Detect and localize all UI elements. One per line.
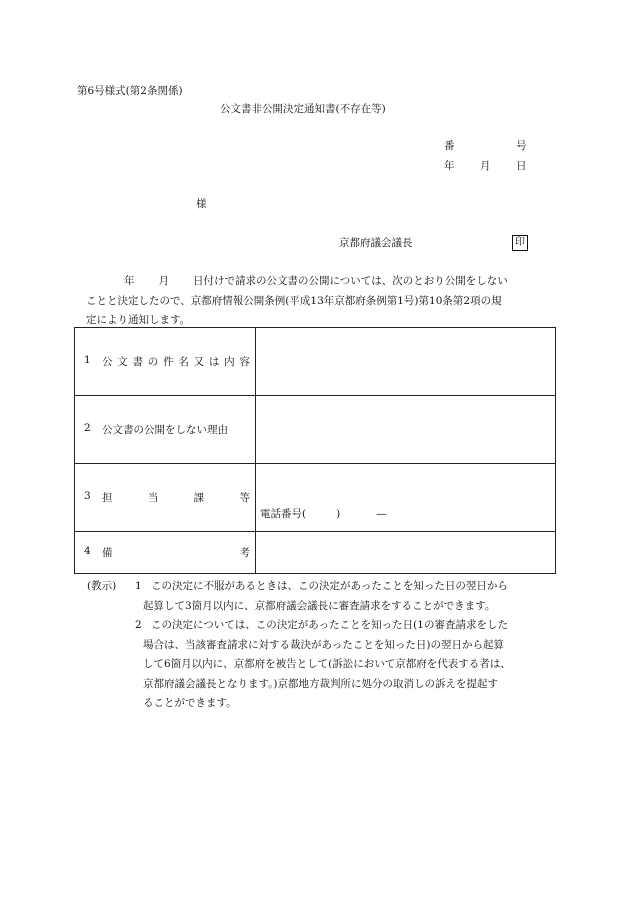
number-label-go: 号 bbox=[516, 140, 527, 152]
row-number: 3 bbox=[84, 490, 91, 502]
body-line-3: 定により通知します。 bbox=[86, 314, 191, 326]
department-value-cell[interactable] bbox=[256, 464, 556, 532]
phone-close: ) bbox=[336, 508, 341, 520]
row-label: 備 考 bbox=[102, 547, 250, 559]
row-label: 公文書の公開をしない理由 bbox=[102, 424, 228, 436]
remarks-value-cell[interactable] bbox=[256, 532, 556, 574]
row-label: 担 当 課 等 bbox=[102, 492, 250, 504]
notice-body bbox=[86, 272, 556, 331]
number-label-ban: 番 bbox=[444, 140, 455, 152]
body-line-2: ことと決定したので、京都府情報公開条例(平成13年京都府条例第1号)第10条第2項の規 bbox=[86, 294, 502, 307]
addressee-suffix: 様 bbox=[196, 198, 207, 210]
row-number: 2 bbox=[84, 422, 91, 434]
phone-area bbox=[256, 464, 555, 531]
instruction-number: 2 bbox=[135, 619, 142, 631]
label-cell bbox=[75, 328, 256, 396]
body-line-1 bbox=[86, 272, 556, 292]
body-line1-rest: 日付けで請求の公文書の公開については、次のとおり公開をしない bbox=[193, 275, 508, 287]
document-title: 公文書非公開決定通知書(不存在等) bbox=[220, 103, 386, 115]
row-number: 1 bbox=[84, 354, 91, 366]
label-cell bbox=[75, 464, 256, 532]
table-row-department bbox=[75, 464, 556, 532]
row-label: 公 文 書 の 件 名 又 は 内 容 bbox=[102, 356, 250, 368]
date-year-label: 年 bbox=[444, 160, 455, 172]
issuer-name: 京都府議会議長 bbox=[339, 237, 413, 249]
phone-dash: — bbox=[376, 508, 387, 520]
label-cell bbox=[75, 396, 256, 464]
details-table bbox=[74, 327, 556, 574]
body-month: 月 bbox=[158, 275, 169, 287]
table-row-remarks bbox=[75, 532, 556, 574]
table-row-title bbox=[75, 328, 556, 396]
phone-number bbox=[260, 506, 387, 521]
instructions-header: (教示) bbox=[87, 580, 117, 592]
date-month-label: 月 bbox=[480, 160, 491, 172]
form-id: 第6号様式(第2条関係) bbox=[77, 85, 183, 97]
table-row-reason bbox=[75, 396, 556, 464]
row-number: 4 bbox=[84, 545, 91, 557]
date-day-label: 日 bbox=[516, 160, 527, 172]
label-cell bbox=[75, 532, 256, 574]
seal-mark: 印 bbox=[512, 235, 528, 251]
phone-label: 電話番号( bbox=[260, 508, 307, 520]
title-value-cell[interactable] bbox=[256, 328, 556, 396]
instruction-number: 1 bbox=[135, 580, 142, 592]
reason-value-cell[interactable] bbox=[256, 396, 556, 464]
body-year: 年 bbox=[124, 275, 135, 287]
